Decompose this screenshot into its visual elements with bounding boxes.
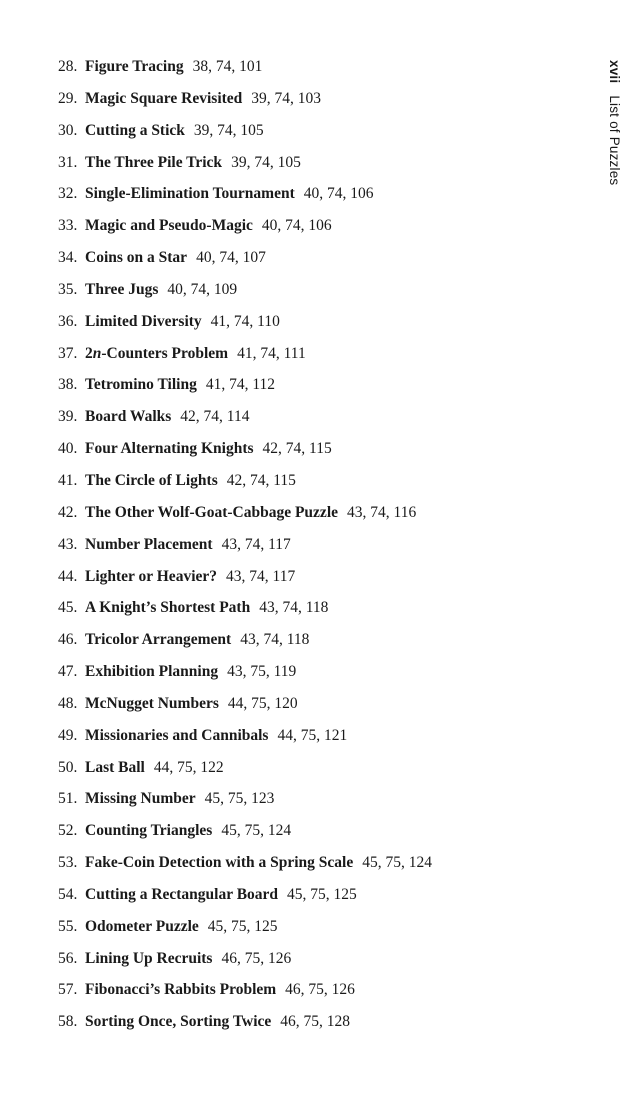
list-item xyxy=(58,374,578,406)
list-item xyxy=(58,247,578,279)
entry-number: 52. xyxy=(58,822,78,840)
entry-number: 40. xyxy=(58,440,78,458)
entry-title: Odometer Puzzle xyxy=(85,917,199,935)
entry-number: 56. xyxy=(58,949,78,967)
list-item xyxy=(58,629,578,661)
list-item xyxy=(58,343,578,375)
entry-number: 28. xyxy=(58,58,78,75)
entry-pages: 41, 74, 110 xyxy=(210,312,280,330)
entry-title: Magic and Pseudo-Magic xyxy=(85,217,253,235)
entry-title: Fibonacci’s Rabbits Problem xyxy=(85,981,277,999)
entry-title: Lighter or Heavier? xyxy=(85,567,218,585)
list-item xyxy=(58,1011,578,1043)
entry-pages: 44, 75, 122 xyxy=(153,758,224,776)
list-item xyxy=(58,566,578,598)
entry-title: Sorting Once, Sorting Twice xyxy=(85,1013,272,1031)
entry-number: 44. xyxy=(58,567,78,585)
list-item xyxy=(58,152,578,184)
entry-title xyxy=(85,345,228,362)
entry-pages: 40, 74, 107 xyxy=(196,249,266,267)
entry-title: Cutting a Stick xyxy=(85,121,185,139)
list-item xyxy=(58,215,578,247)
entry-title: McNugget Numbers xyxy=(85,694,219,712)
list-item xyxy=(58,597,578,629)
entry-pages: 40, 74, 106 xyxy=(303,185,374,203)
entry-number: 55. xyxy=(58,917,78,935)
list-item xyxy=(58,56,578,88)
entry-title: Missionaries and Cannibals xyxy=(85,726,269,744)
list-item xyxy=(58,661,578,693)
entry-pages: 38, 74, 101 xyxy=(192,58,263,75)
entry-title: Board Walks xyxy=(85,408,172,426)
entry-pages: 42, 74, 115 xyxy=(226,471,296,489)
entry-pages: 46, 75, 128 xyxy=(280,1013,351,1031)
entry-pages: 39, 74, 105 xyxy=(193,121,264,139)
list-item xyxy=(58,279,578,311)
entry-number: 30. xyxy=(58,121,78,139)
entry-number: 48. xyxy=(58,694,78,712)
entry-pages: 43, 74, 116 xyxy=(347,503,417,521)
list-item xyxy=(58,438,578,470)
entry-pages: 45, 75, 123 xyxy=(204,790,275,808)
entry-number: 42. xyxy=(58,503,78,521)
entry-pages: 45, 75, 124 xyxy=(362,854,432,872)
entry-pages: 42, 74, 115 xyxy=(262,440,332,458)
entry-number: 38. xyxy=(58,376,78,394)
entry-title: Fake-Coin Detection with a Spring Scale xyxy=(85,854,354,872)
entry-number: 29. xyxy=(58,89,78,107)
entry-title: Three Jugs xyxy=(85,280,159,298)
entry-pages: 42, 74, 114 xyxy=(180,408,250,426)
entry-number: 57. xyxy=(58,981,78,999)
section-title: List of Puzzles xyxy=(607,95,622,186)
entry-title: Limited Diversity xyxy=(85,312,202,330)
puzzle-list xyxy=(58,56,578,1043)
list-item xyxy=(58,470,578,502)
entry-number: 31. xyxy=(58,153,78,171)
entry-pages: 41, 74, 112 xyxy=(205,376,276,394)
list-item xyxy=(58,120,578,152)
entry-title: Single-Elimination Tournament xyxy=(85,185,295,203)
list-item xyxy=(58,183,578,215)
entry-number: 41. xyxy=(58,471,78,489)
entry-title: Missing Number xyxy=(85,790,196,808)
entry-title: Four Alternating Knights xyxy=(85,440,254,458)
list-item xyxy=(58,788,578,820)
entry-number: 35. xyxy=(58,280,78,298)
entry-pages: 44, 75, 120 xyxy=(227,694,298,712)
entry-pages: 40, 74, 109 xyxy=(167,280,238,298)
list-item xyxy=(58,693,578,725)
entry-number: 53. xyxy=(58,854,78,872)
entry-title: Figure Tracing xyxy=(85,58,184,75)
entry-number: 43. xyxy=(58,535,78,553)
entry-pages: 43, 74, 117 xyxy=(221,535,291,553)
entry-number: 58. xyxy=(58,1013,78,1031)
entry-title: A Knight’s Shortest Path xyxy=(85,599,251,617)
entry-title: Lining Up Recruits xyxy=(85,949,213,967)
entry-pages: 43, 74, 118 xyxy=(259,599,329,617)
entry-pages: 40, 74, 106 xyxy=(261,217,332,235)
running-head xyxy=(607,60,622,185)
entry-title: Tricolor Arrangement xyxy=(85,631,232,649)
list-item xyxy=(58,502,578,534)
entry-number: 45. xyxy=(58,599,78,617)
entry-title: Exhibition Planning xyxy=(85,663,219,681)
list-item xyxy=(58,757,578,789)
list-item xyxy=(58,884,578,916)
entry-pages: 43, 74, 118 xyxy=(240,631,310,649)
entry-title: Number Placement xyxy=(85,535,213,553)
entry-number: 49. xyxy=(58,726,78,744)
entry-number: 39. xyxy=(58,408,78,426)
list-item xyxy=(58,948,578,980)
list-item xyxy=(58,534,578,566)
entry-title: Counting Triangles xyxy=(85,822,213,840)
entry-pages: 43, 74, 117 xyxy=(226,567,296,585)
entry-number: 54. xyxy=(58,885,78,903)
entry-pages: 41, 74, 111 xyxy=(237,344,306,362)
page-number: xvii xyxy=(607,60,622,84)
entry-title: The Three Pile Trick xyxy=(85,153,223,171)
entry-pages: 45, 75, 125 xyxy=(287,885,357,903)
list-item xyxy=(58,979,578,1011)
entry-number: 32. xyxy=(58,185,78,203)
entry-pages: 46, 75, 126 xyxy=(221,949,292,967)
list-item xyxy=(58,88,578,120)
entry-title: Last Ball xyxy=(85,758,145,776)
entry-number: 33. xyxy=(58,217,78,235)
list-item xyxy=(58,725,578,757)
entry-pages: 46, 75, 126 xyxy=(285,981,355,999)
list-item xyxy=(58,311,578,343)
entry-title: The Other Wolf-Goat-Cabbage Puzzle xyxy=(85,503,339,521)
entry-pages: 43, 75, 119 xyxy=(227,663,297,681)
entry-number: 51. xyxy=(58,790,78,808)
list-item xyxy=(58,406,578,438)
list-item xyxy=(58,820,578,852)
entry-pages: 44, 75, 121 xyxy=(277,726,348,744)
entry-title: Coins on a Star xyxy=(85,249,188,267)
list-item xyxy=(58,916,578,948)
entry-number: 34. xyxy=(58,249,78,267)
entry-title: Magic Square Revisited xyxy=(85,89,243,107)
entry-pages: 45, 75, 125 xyxy=(207,917,278,935)
entry-number: 47. xyxy=(58,663,78,681)
entry-pages: 39, 74, 105 xyxy=(231,153,301,171)
entry-number: 37. xyxy=(58,344,78,362)
entry-title: The Circle of Lights xyxy=(85,471,218,489)
entry-title-variable: n xyxy=(92,344,102,362)
entry-pages: 39, 74, 103 xyxy=(251,89,322,107)
entry-title-prefix: 2 xyxy=(85,344,93,362)
entry-pages: 45, 75, 124 xyxy=(221,822,292,840)
entry-title: Cutting a Rectangular Board xyxy=(85,885,279,903)
list-item xyxy=(58,852,578,884)
entry-number: 46. xyxy=(58,631,78,649)
entry-title: Tetromino Tiling xyxy=(85,376,197,394)
entry-number: 36. xyxy=(58,312,78,330)
entry-number: 50. xyxy=(58,758,78,776)
entry-title-rest: -Counters Problem xyxy=(101,344,229,362)
